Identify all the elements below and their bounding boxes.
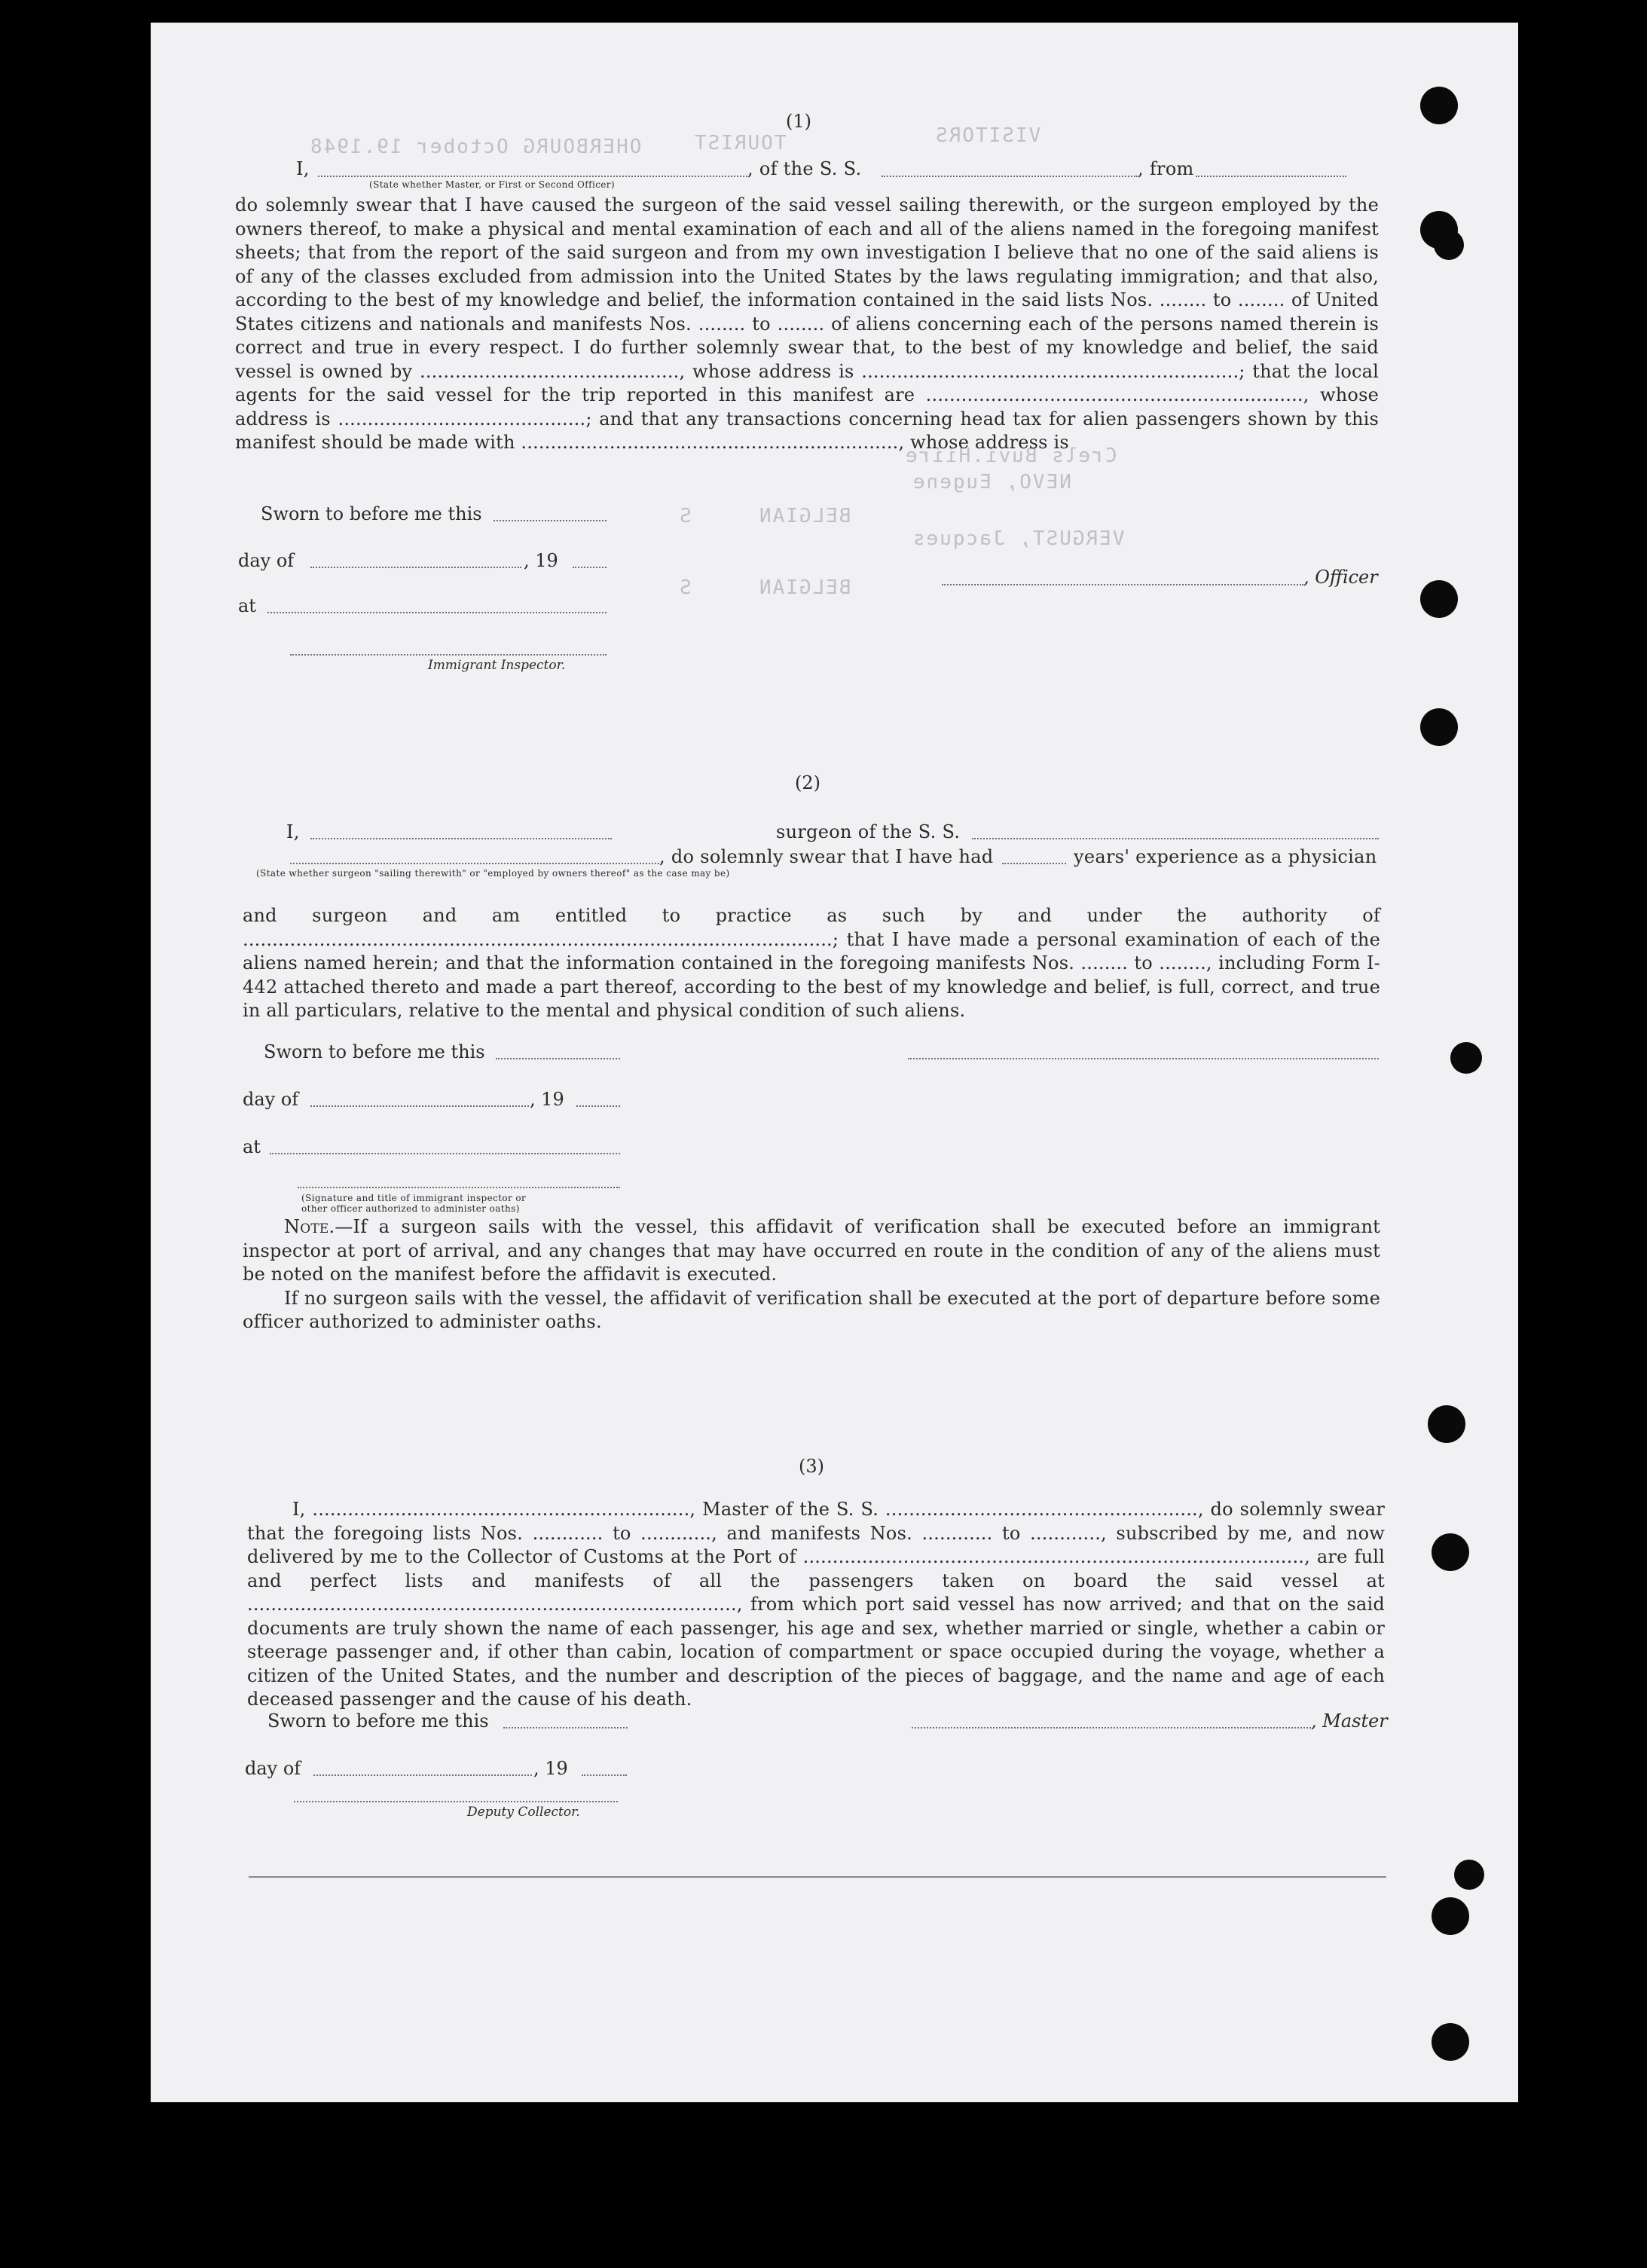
officer-caption: , Officer: [1303, 567, 1378, 588]
surgeon-vessel-field[interactable]: [972, 838, 1379, 839]
deputy-collector-caption: Deputy Collector.: [467, 1805, 580, 1820]
day-of-label-3: day of: [245, 1758, 301, 1779]
inspector-signature-field[interactable]: [290, 654, 607, 656]
deputy-signature-field[interactable]: [294, 1801, 618, 1802]
place-field-1[interactable]: [267, 612, 607, 613]
sworn-label-3: Sworn to before me this: [267, 1710, 489, 1732]
section-2-note: [243, 1215, 1380, 1334]
surgeon-of-ss-label: surgeon of the S. S.: [776, 821, 961, 842]
manifest-page: [151, 23, 1518, 2102]
at-label-1: at: [238, 595, 256, 616]
master-signature-field[interactable]: [912, 1727, 1311, 1729]
surgeon-signature-field[interactable]: [908, 1058, 1379, 1059]
of-ss-label: , of the S. S.: [747, 158, 862, 179]
year-field-2[interactable]: [576, 1105, 620, 1107]
sworn-date-field-1[interactable]: [493, 520, 607, 521]
place-field-2[interactable]: [270, 1153, 620, 1154]
section-1-i-label: I,: [296, 158, 310, 179]
binder-hole: [1432, 2023, 1469, 2061]
year-label-1: , 19: [524, 550, 558, 571]
note-label: Note.: [284, 1216, 335, 1237]
officer-name-field[interactable]: [318, 176, 747, 177]
bleed-through-text: TOURIST: [693, 132, 787, 154]
binder-hole: [1420, 708, 1458, 746]
year-label-3: , 19: [533, 1758, 568, 1779]
month-field-2[interactable]: [310, 1105, 529, 1107]
years-physician-label: years' experience as a physician: [1074, 846, 1377, 867]
month-field-3[interactable]: [313, 1774, 532, 1776]
section-1-number: (1): [786, 111, 811, 132]
bleed-through-text: VISITORS: [934, 124, 1041, 147]
binder-hole: [1434, 230, 1464, 260]
officer-rank-note: (State whether Master, or First or Second Officer): [369, 179, 616, 190]
section-2-number: (2): [795, 772, 820, 793]
month-field-1[interactable]: [310, 567, 521, 568]
sworn-date-field-2[interactable]: [496, 1058, 620, 1059]
from-port-field[interactable]: [1196, 176, 1346, 177]
bottom-rule: [249, 1876, 1386, 1878]
bleed-through-text: BELGIAN S: [678, 576, 851, 599]
section-2-i-label: I,: [286, 821, 300, 842]
year-label-2: , 19: [530, 1089, 564, 1110]
at-label-2: at: [243, 1136, 261, 1157]
year-field-1[interactable]: [573, 567, 607, 568]
years-experience-field[interactable]: [1002, 863, 1066, 864]
binder-hole: [1420, 87, 1458, 124]
section-1-oath-paragraph: do solemnly swear that I have caused the surgeon of the said vessel sailing therewith, or the surgeon employed by the owners thereof, to make a physical and mental examination of each and all of the aliens named in the foregoing manifest sheets; that from the report of the said surgeon and from my own investigation I believe that no one of the said aliens is of any of the classes excluded from admission into the United States by the laws regulating immigration; and that also, according to the best of my knowledge and belief, the information contained in the said lists Nos. ........ to ........ of United States citizens and nationals and manifests Nos. ........ to ........ of aliens concerning each of the persons named therein is correct and true in every respect. I do further solemnly swear that, to the best of my knowledge and belief, the said vessel is owned by ............................................, whose address is ................................................................; that the local agents for the said vessel for the trip reported in this manifest are ................................................................, whose address is ..........................................; and that any transactions concerning head tax for alien passengers shown by this manifest should be made with ................................................................, whose address is: [235, 194, 1379, 453]
authorized-officer-signature-field[interactable]: [298, 1187, 620, 1188]
master-caption: , Master: [1311, 1710, 1388, 1732]
section-3-number: (3): [799, 1456, 824, 1477]
bleed-through-text: NEVO, Eugene: [912, 471, 1071, 494]
sworn-date-field-3[interactable]: [503, 1727, 628, 1729]
binder-hole: [1432, 1897, 1469, 1935]
bleed-through-text: VERGUST, Jacques: [912, 527, 1125, 550]
officer-signature-field[interactable]: [942, 584, 1303, 585]
surgeon-status-note: (State whether surgeon "sailing therewith" or "employed by owners thereof" as the case may be): [256, 868, 730, 879]
binder-hole: [1432, 1533, 1469, 1571]
bleed-through-text: BELGIAN S: [678, 505, 851, 527]
bleed-through-text: Crels Buvi.Hiire: [904, 445, 1117, 467]
sworn-label-2: Sworn to before me this: [264, 1041, 485, 1062]
vessel-name-field[interactable]: [882, 176, 1138, 177]
surgeon-status-field[interactable]: [290, 863, 659, 864]
day-of-label-1: day of: [238, 550, 295, 571]
bleed-through-text: OHERBOURG October 19.1948: [309, 136, 642, 158]
signature-note-line-1: (Signature and title of immigrant inspector or: [301, 1193, 527, 1203]
section-3-oath-paragraph: I, ................................................................, Master of the S. S. ....................................................., do solemnly swear that the foregoing lists Nos. ............ to ............, and manifests Nos. ............ to ............, subscribed by me, and now delivered by me to the Collector of Customs at the Port of ....................................................................................., are full and perfect lists and manifests of all the passengers taken on board the said vessel at ..................................................................................., from which port said vessel has now arrived; and that on the said documents are truly shown the name of each passenger, his age and sex, whether married or single, whether a cabin or steerage passenger and, if other than cabin, location of compartment or space occupied during the voyage, whether a citizen of the United States, and the number and description of the pieces of baggage, and the name and age of each deceased passenger and the cause of his death.: [247, 1499, 1385, 1710]
signature-note-line-2: other officer authorized to administer oaths): [301, 1203, 520, 1214]
note-text-2: If no surgeon sails with the vessel, the affidavit of verification shall be executed at the port of departure before some officer authorized to administer oaths.: [243, 1287, 1380, 1332]
surgeon-name-field[interactable]: [310, 838, 612, 839]
from-label: , from: [1138, 158, 1194, 179]
immigrant-inspector-caption: Immigrant Inspector.: [428, 658, 566, 673]
swear-experience-label: , do solemnly swear that I have had: [659, 846, 994, 867]
sworn-label-1: Sworn to before me this: [261, 503, 482, 524]
year-field-3[interactable]: [582, 1774, 627, 1776]
binder-hole: [1420, 580, 1458, 618]
day-of-label-2: day of: [243, 1089, 299, 1110]
section-2-oath-paragraph: and surgeon and am entitled to practice as such by and under the authority of ....................................................................................................; that I have made a personal examination of each of the aliens named herein; and that the information contained in the foregoing manifests Nos. ........ to ........, including Form I-442 attached thereto and made a part thereof, according to the best of my knowledge and belief, is full, correct, and true in all particulars, relative to the mental and physical condition of such aliens.: [243, 905, 1380, 1021]
binder-hole: [1450, 1042, 1482, 1074]
note-text: —If a surgeon sails with the vessel, this affidavit of verification shall be executed before an immigrant inspector at port of arrival, and any changes that may have occurred en route in the condition of any of the aliens must be noted on the manifest before the affidavit is executed.: [243, 1216, 1380, 1285]
binder-hole: [1454, 1860, 1484, 1890]
binder-hole: [1428, 1405, 1465, 1443]
